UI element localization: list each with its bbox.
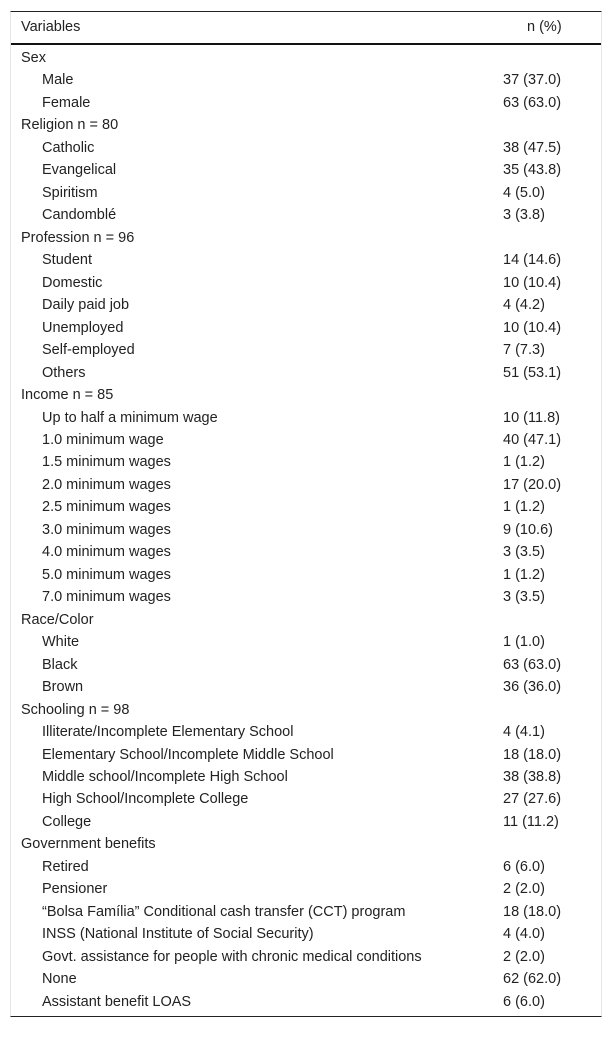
group-row (11, 699, 601, 721)
group-row (11, 833, 601, 855)
table-header (11, 12, 601, 45)
header-n-pct: n (%) (527, 19, 562, 35)
n-pct-value: 37 (37.0) (503, 72, 562, 89)
n-pct-value: 17 (20.0) (503, 476, 562, 493)
variable-label: Catholic (42, 139, 95, 156)
n-pct-value: 10 (11.8) (503, 409, 560, 426)
table-row (11, 766, 601, 788)
variable-label: High School/Incomplete College (42, 791, 249, 808)
variable-label: Self-employed (42, 342, 135, 359)
n-pct-value: 35 (43.8) (503, 162, 562, 179)
table-row (11, 294, 601, 316)
n-pct-value: 2 (2.0) (503, 881, 545, 898)
n-pct-value: 6 (6.0) (503, 858, 545, 875)
variable-label: Up to half a minimum wage (42, 409, 218, 426)
n-pct-value: 62 (62.0) (503, 971, 562, 988)
variable-label: 3.0 minimum wages (42, 521, 171, 538)
group-label: Sex (21, 50, 46, 66)
table-row (11, 631, 601, 653)
variable-label: Pensioner (42, 881, 108, 898)
table-row (11, 811, 601, 833)
n-pct-value: 63 (63.0) (503, 94, 562, 111)
table-row (11, 788, 601, 810)
table-row (11, 654, 601, 676)
group-label: Race/Color (21, 611, 94, 628)
variable-label: Student (42, 252, 92, 269)
table-row (11, 362, 601, 384)
group-row (11, 609, 601, 631)
table-row (11, 878, 601, 900)
table-row (11, 249, 601, 271)
table-row (11, 407, 601, 429)
variable-label: Domestic (42, 274, 103, 291)
table-row (11, 429, 601, 451)
n-pct-value: 18 (18.0) (503, 746, 562, 763)
group-label: Profession n = 96 (21, 229, 135, 246)
variable-label: Male (42, 72, 74, 89)
table-row (11, 856, 601, 878)
variable-label: Unemployed (42, 319, 124, 336)
table-row (11, 676, 601, 698)
variable-label: Retired (42, 858, 89, 875)
table-row (11, 159, 601, 181)
variable-label: “Bolsa Família” Conditional cash transfer (CCT) program (42, 903, 406, 920)
n-pct-value: 1 (1.0) (503, 634, 545, 651)
variable-label: 1.5 minimum wages (42, 454, 171, 471)
table-row (11, 182, 601, 204)
group-row (11, 114, 601, 136)
variable-label: None (42, 971, 77, 988)
n-pct-value: 40 (47.1) (503, 431, 562, 448)
n-pct-value: 9 (10.6) (503, 521, 553, 538)
table-row (11, 339, 601, 361)
variable-label: Elementary School/Incomplete Middle School (42, 746, 334, 763)
table-row (11, 721, 601, 743)
variable-label: White (42, 634, 80, 651)
n-pct-value: 14 (14.6) (503, 252, 562, 269)
demographics-table (10, 11, 602, 1017)
n-pct-value: 11 (11.2) (503, 813, 559, 830)
n-pct-value: 63 (63.0) (503, 656, 562, 673)
table-row (11, 272, 601, 294)
n-pct-value: 10 (10.4) (503, 274, 562, 291)
group-label: Schooling n = 98 (21, 701, 130, 718)
n-pct-value: 38 (47.5) (503, 139, 562, 156)
n-pct-value: 3 (3.5) (503, 589, 545, 606)
header-variables: Variables (21, 19, 81, 35)
group-label: Income n = 85 (21, 387, 114, 404)
n-pct-value: 3 (3.8) (503, 207, 545, 224)
variable-label: 5.0 minimum wages (42, 566, 171, 583)
variable-label: Black (42, 656, 78, 673)
table-row (11, 991, 601, 1013)
variable-label: 4.0 minimum wages (42, 544, 171, 561)
n-pct-value: 1 (1.2) (503, 566, 545, 583)
table-row (11, 923, 601, 945)
variable-label: Illiterate/Incomplete Elementary School (42, 724, 294, 741)
variable-label: 2.0 minimum wages (42, 476, 171, 493)
table-row (11, 519, 601, 541)
variable-label: INSS (National Institute of Social Security) (42, 926, 314, 943)
n-pct-value: 4 (4.1) (503, 724, 545, 741)
group-label: Government benefits (21, 836, 156, 853)
n-pct-value: 3 (3.5) (503, 544, 545, 561)
variable-label: Spiritism (42, 184, 98, 201)
n-pct-value: 10 (10.4) (503, 319, 562, 336)
group-label: Religion n = 80 (21, 117, 119, 134)
group-row (11, 227, 601, 249)
table-row (11, 474, 601, 496)
variable-label: Brown (42, 679, 84, 696)
table-row (11, 204, 601, 226)
group-row (11, 384, 601, 406)
n-pct-value: 1 (1.2) (503, 499, 545, 516)
table-row (11, 564, 601, 586)
variable-label: 7.0 minimum wages (42, 589, 171, 606)
table-row (11, 92, 601, 114)
n-pct-value: 36 (36.0) (503, 679, 562, 696)
variable-label: 1.0 minimum wage (42, 431, 164, 448)
variable-label: Evangelical (42, 162, 117, 179)
table-row (11, 451, 601, 473)
table-body (11, 45, 601, 1016)
n-pct-value: 38 (38.8) (503, 769, 562, 785)
n-pct-value: 4 (5.0) (503, 184, 545, 201)
table-row (11, 901, 601, 923)
variable-label: Govt. assistance for people with chronic medical conditions (42, 948, 422, 965)
n-pct-value: 7 (7.3) (503, 342, 545, 359)
table-row (11, 968, 601, 990)
variable-label: Daily paid job (42, 297, 130, 314)
n-pct-value: 27 (27.6) (503, 791, 562, 808)
table-row (11, 317, 601, 339)
n-pct-value: 2 (2.0) (503, 948, 545, 965)
variable-label: College (42, 813, 92, 830)
variable-label: Candomblé (42, 207, 117, 224)
variable-label: Female (42, 94, 91, 111)
table-row (11, 946, 601, 968)
variable-label: Middle school/Incomplete High School (42, 769, 288, 785)
table-row (11, 137, 601, 159)
table-row (11, 69, 601, 91)
variable-label: Assistant benefit LOAS (42, 993, 192, 1010)
table-row (11, 496, 601, 518)
group-row (11, 47, 601, 69)
table-row (11, 744, 601, 766)
n-pct-value: 51 (53.1) (503, 364, 562, 381)
n-pct-value: 1 (1.2) (503, 454, 545, 471)
variable-label: 2.5 minimum wages (42, 499, 171, 516)
n-pct-value: 4 (4.0) (503, 926, 545, 943)
table-row (11, 586, 601, 608)
variable-label: Others (42, 364, 86, 381)
n-pct-value: 6 (6.0) (503, 993, 545, 1010)
n-pct-value: 4 (4.2) (503, 297, 545, 314)
n-pct-value: 18 (18.0) (503, 903, 562, 920)
table-row (11, 541, 601, 563)
